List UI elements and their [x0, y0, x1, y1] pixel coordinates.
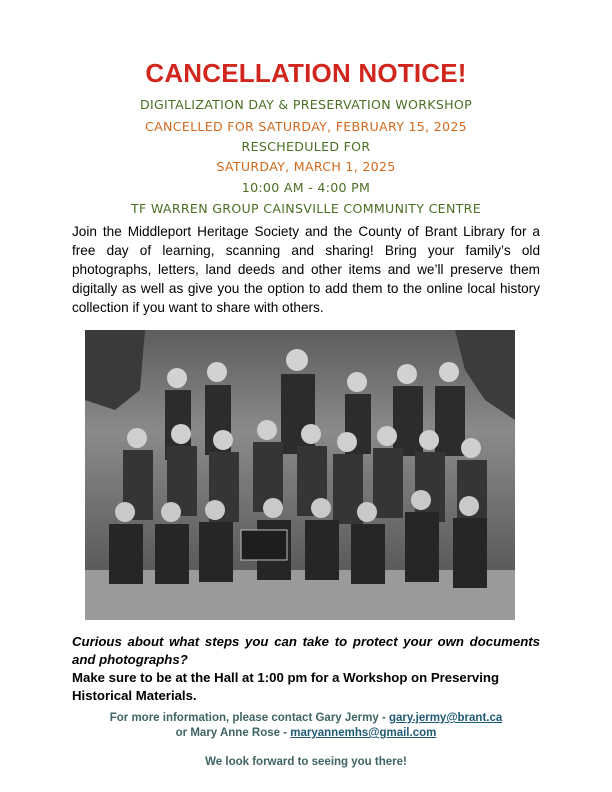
contact-prefix-2: or Mary Anne Rose -	[175, 727, 291, 739]
closing-line: We look forward to seeing you there!	[205, 756, 407, 768]
contact-line-1	[0, 712, 612, 724]
class-photograph	[85, 330, 515, 620]
intro-paragraph: Join the Middleport Heritage Society and the County of Brant Library for a free day of learning, scanning and sharing! Bring your family’s old photographs, letters, land deeds and other items and we’ll preserve them digitally as well as give you the option to add them to the online local history collection if you want to share with others.	[72, 224, 540, 315]
email-link-gary[interactable]: gary.jermy@brant.ca	[389, 712, 503, 724]
contact-line-2	[0, 727, 612, 739]
workshop-invite: Make sure to be at the Hall at 1:00 pm for a Workshop on Preserving Historical Materials.	[72, 670, 499, 703]
new-date: SATURDAY, MARCH 1, 2025	[216, 159, 396, 174]
event-time: 10:00 AM - 4:00 PM	[241, 180, 371, 195]
cancelled-date: CANCELLED FOR SATURDAY, FEBRUARY 15, 2025	[145, 119, 467, 134]
event-venue: TF WARREN GROUP CAINSVILLE COMMUNITY CENTRE	[131, 201, 481, 216]
event-name: DIGITALIZATION DAY & PRESERVATION WORKSHOP	[139, 97, 473, 112]
email-link-mary-anne[interactable]: maryannemhs@gmail.com	[290, 727, 437, 739]
notice-title: CANCELLATION NOTICE!	[145, 58, 467, 88]
workshop-question: Curious about what steps you can take to protect your own documents and photographs?	[72, 634, 540, 667]
rescheduled-label: RESCHEDULED FOR	[241, 139, 371, 154]
contact-prefix-1: For more information, please contact Gary Jermy -	[109, 712, 389, 724]
